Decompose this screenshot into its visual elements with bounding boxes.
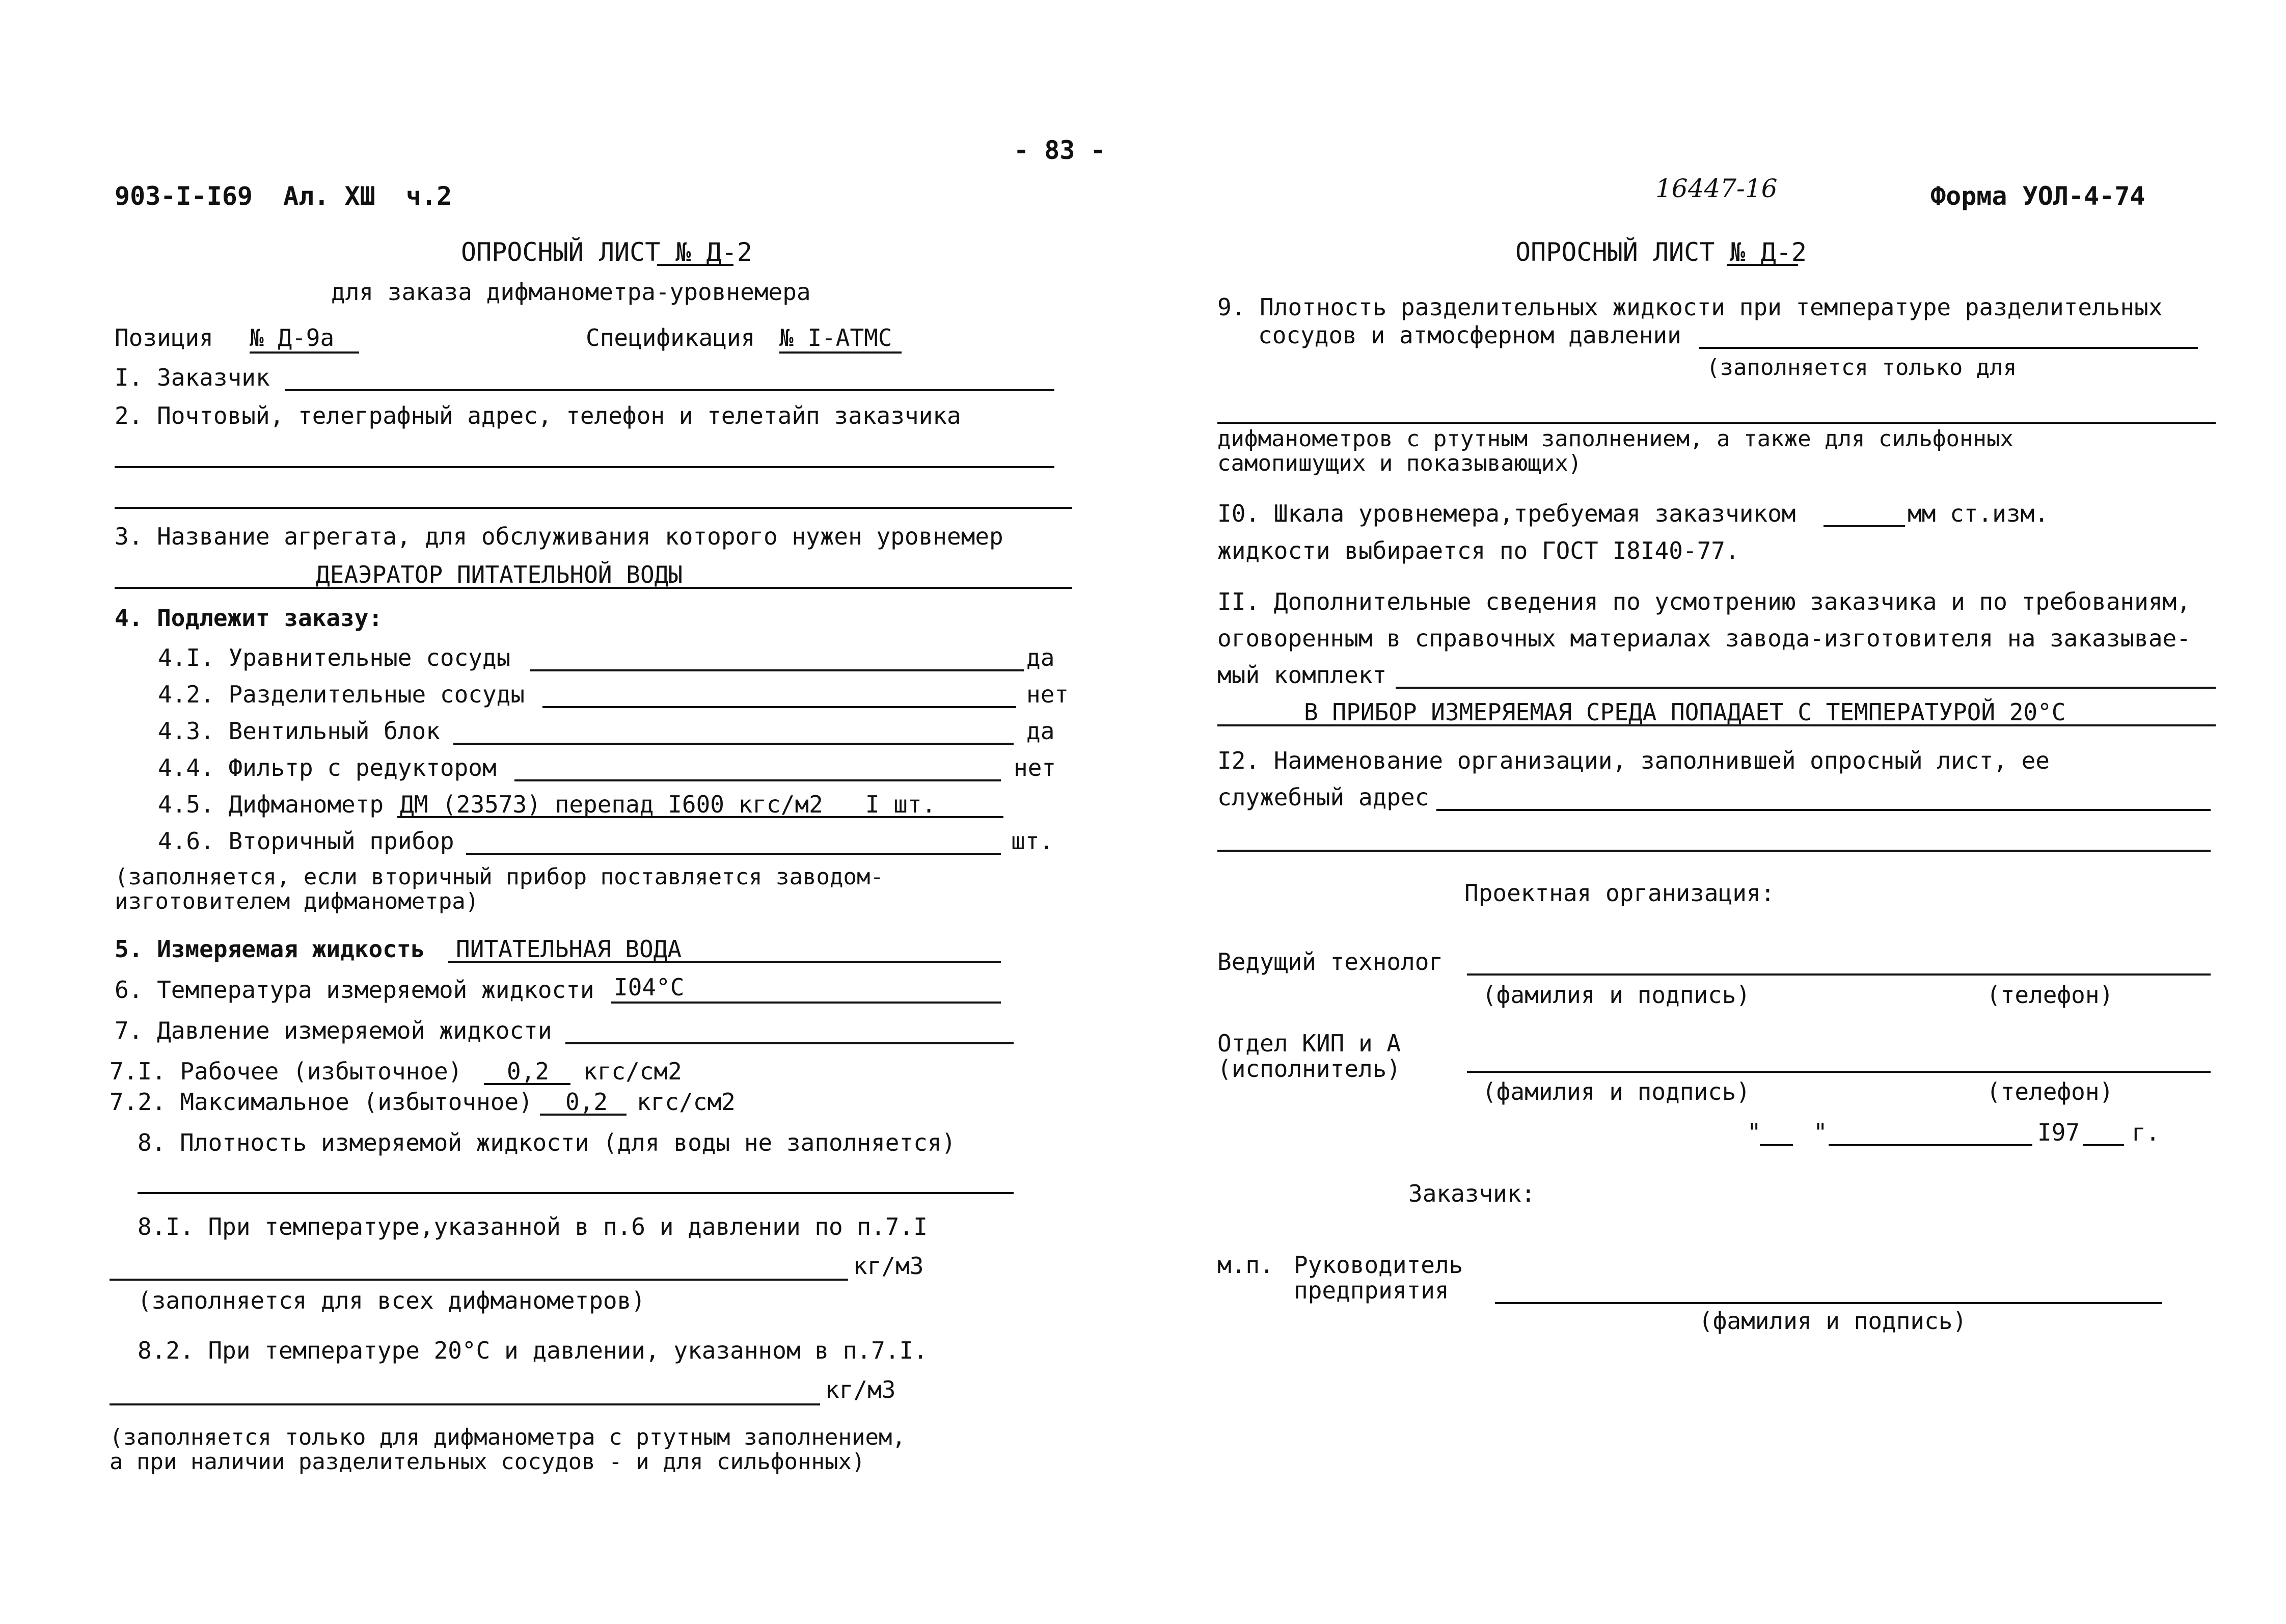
sub-item-line (542, 706, 1016, 708)
item-7-2-unit: кгс/см2 (637, 1088, 736, 1116)
form-code: Форма УОЛ-4-74 (1930, 181, 2145, 211)
address-line-1 (115, 466, 1054, 468)
date-month-line (1829, 1144, 2032, 1146)
item-10-line-1: I0. Шкала уровнемера,требуемая заказчиком (1217, 500, 1796, 527)
page-number: - 83 - (1014, 136, 1106, 165)
item-5-value: ПИТАТЕЛЬНАЯ ВОДА (456, 935, 682, 963)
head-line (1495, 1302, 2162, 1304)
item-5-liquid: 5. Измеряемая жидкость (115, 935, 425, 963)
item-7-2-max: 7.2. Максимальное (избыточное) (110, 1088, 533, 1116)
sub-item-line (397, 816, 1003, 818)
name-signature-label: (фамилия и подпись) (1482, 981, 1751, 1009)
sub-item-label: 4.5. Дифманометр (158, 791, 384, 818)
handwritten-number: 16447-16 (1655, 174, 1778, 203)
address-line-2 (115, 507, 1072, 509)
sub-item-label: 4.3. Вентильный блок (158, 717, 440, 745)
sub-item-value: да (1026, 717, 1055, 745)
left-subtitle: для заказа дифманометра-уровнемера (331, 278, 811, 306)
item-6-value: I04°С (614, 973, 685, 1001)
customer-line (285, 389, 1054, 391)
note-9-2: дифманометров с ртутным заполнением, а также для сильфонных (1217, 426, 2013, 452)
item-7-1-value: 0,2 (507, 1058, 550, 1085)
item-7-1-unit: кгс/см2 (583, 1058, 682, 1085)
liquid-line (448, 961, 1001, 963)
pressure-line (565, 1042, 1014, 1044)
sub-item-value: нет (1014, 754, 1056, 781)
item-2-address: 2. Почтовый, телеграфный адрес, телефон и телетайп заказчика (115, 402, 961, 429)
note-9-1: (заполняется только для (1706, 355, 2017, 381)
sub-item-line (453, 743, 1014, 745)
sub-item-label: 4.6. Вторичный прибор (158, 827, 454, 855)
head-label-2: предприятия (1294, 1277, 1449, 1304)
sub-item-line (530, 669, 1024, 671)
title-underline (657, 264, 733, 266)
item-9-full-line (1217, 422, 2216, 424)
phone-label: (телефон) (1986, 981, 2114, 1009)
item-11-line-b (1217, 724, 2216, 726)
item-8-2: 8.2. При температуре 20°С и давлении, указанном в п.7.I. (138, 1337, 928, 1364)
item-9-line (1699, 347, 2198, 349)
sub-item-label: 4.2. Разделительные сосуды (158, 681, 525, 708)
sub-item-label: 4.4. Фильтр с редуктором (158, 754, 497, 781)
note-secondary-2: изготовителем дифманометра) (115, 888, 479, 914)
density-8-2-line (110, 1403, 820, 1405)
item-6-temperature: 6. Температура измеряемой жидкости (115, 976, 594, 1004)
spec-label: Спецификация (586, 324, 755, 351)
doc-code: 903-I-I69 Ал. ХШ ч.2 (115, 181, 452, 211)
right-title: ОПРОСНЫЙ ЛИСТ № Д-2 (1515, 237, 1807, 267)
item-9-line-1: 9. Плотность разделительных жидкости при температуре разделительных (1217, 293, 2163, 321)
kip-line (1467, 1071, 2211, 1073)
note-all-manometers: (заполняется для всех дифманометров) (138, 1287, 645, 1314)
temperature-line (611, 1002, 1001, 1004)
item-10-unit: мм ст.изм. (1908, 500, 2049, 527)
date-suffix: г. (2132, 1119, 2160, 1146)
unit-8-2: кг/м3 (825, 1376, 896, 1403)
name-signature-label: (фамилия и подпись) (1699, 1307, 1967, 1335)
sub-item-value: ДМ (23573) перепад I600 кгс/м2 I шт. (400, 791, 936, 818)
phone-label: (телефон) (1986, 1078, 2114, 1105)
sub-item-value: нет (1026, 681, 1069, 708)
date-quote-close: " (1813, 1119, 1828, 1146)
kip-department: Отдел КИП и А (1217, 1030, 1401, 1057)
item-8-1: 8.I. При температуре,указанной в п.6 и давлении по п.7.I (138, 1213, 928, 1240)
unit-line (115, 587, 1072, 589)
stamp-place: м.п. (1217, 1251, 1274, 1279)
item-7-1-working: 7.I. Рабочее (избыточное) (110, 1058, 462, 1085)
sub-item-line (514, 779, 1001, 781)
item-12-line-2: служебный адрес (1217, 783, 1429, 811)
sub-item-value: да (1026, 644, 1055, 671)
item-11-line-2: оговоренным в справочных материалах завода-изготовителя на заказывае- (1217, 625, 2191, 652)
item-8-density: 8. Плотность измеряемой жидкости (для воды не заполняется) (138, 1129, 956, 1156)
date-quote-open: " (1747, 1119, 1761, 1146)
sub-item-value: шт. (1011, 827, 1054, 855)
date-year-line (2083, 1144, 2124, 1146)
item-12-line-b (1217, 850, 2211, 852)
item-11-line-3: мый комплект (1217, 661, 1387, 689)
right-title-underline (1727, 264, 1798, 266)
item-10-line-2: жидкости выбирается по ГОСТ I8I40-77. (1217, 537, 1739, 564)
spec-underline (779, 351, 902, 354)
sub-item-line (466, 853, 1001, 855)
item-3-value: ДЕАЭРАТОР ПИТАТЕЛЬНОЙ ВОДЫ (316, 561, 683, 588)
item-11-line-1: II. Дополнительные сведения по усмотрению заказчика и по требованиям, (1217, 588, 2191, 615)
position-value: № Д-9а (250, 324, 335, 351)
design-org-heading: Проектная организация: (1464, 879, 1775, 907)
head-label-1: Руководитель (1294, 1251, 1463, 1279)
item-7-2-value: 0,2 (565, 1088, 608, 1116)
lead-technologist: Ведущий технолог (1217, 948, 1444, 976)
position-underline (250, 351, 359, 354)
item-12-line-1: I2. Наименование организации, заполнившей опросный лист, ее (1217, 747, 2050, 774)
note-mercury-1: (заполняется только для дифманометра с ртутным заполнением, (110, 1424, 906, 1450)
position-label: Позиция (115, 324, 213, 351)
working-line (484, 1083, 570, 1085)
item-11-line-a (1396, 687, 2216, 689)
sub-item-label: 4.I. Уравнительные сосуды (158, 644, 511, 671)
spec-value: № I-АТМС (779, 324, 892, 351)
item-4-order: 4. Подлежит заказу: (115, 604, 383, 632)
note-9-3: самопишущих и показывающих) (1217, 450, 1582, 476)
date-year: I97 (2037, 1119, 2080, 1146)
item-3-unit: 3. Название агрегата, для обслуживания которого нужен уровнемер (115, 523, 1003, 550)
max-line (540, 1114, 627, 1116)
note-mercury-2: а при наличии разделительных сосудов - и для сильфонных) (110, 1449, 865, 1475)
unit-8-1: кг/м3 (853, 1252, 924, 1280)
item-9-line-2: сосудов и атмосферном давлении (1258, 321, 1681, 349)
item-10-line (1824, 525, 1905, 527)
date-day-line (1760, 1144, 1793, 1146)
note-secondary-1: (заполняется, если вторичный прибор поставляется заводом- (115, 864, 884, 890)
executor-label: (исполнитель) (1217, 1055, 1401, 1082)
density-line (138, 1192, 1014, 1194)
density-8-1-line (110, 1279, 848, 1281)
customer-heading: Заказчик: (1408, 1180, 1536, 1207)
item-7-pressure: 7. Давление измеряемой жидкости (115, 1017, 552, 1044)
left-title: ОПРОСНЫЙ ЛИСТ № Д-2 (461, 237, 752, 267)
name-signature-label: (фамилия и подпись) (1482, 1078, 1751, 1105)
item-12-line-a (1436, 809, 2211, 811)
item-1-customer: I. Заказчик (115, 364, 270, 391)
lead-tech-line (1467, 973, 2211, 976)
item-11-value: В ПРИБОР ИЗМЕРЯЕМАЯ СРЕДА ПОПАДАЕТ С ТЕМПЕРАТУРОЙ 20°С (1304, 698, 2066, 726)
